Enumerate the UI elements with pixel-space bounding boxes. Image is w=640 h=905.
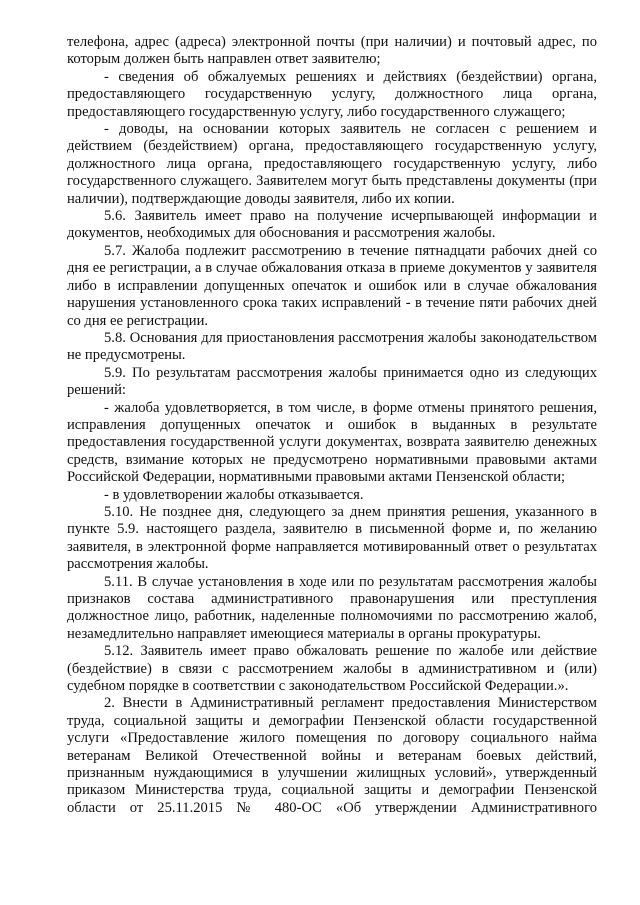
document-page xyxy=(67,34,597,817)
paragraph-5-9: 5.9. По результатам рассмотрения жалобы принимается одно из следующих решений: xyxy=(67,364,597,399)
paragraph-applicant-contacts: телефона, адрес (адреса) электронной почты (при наличии) и почтовый адрес, по которым должен быть направлен ответ заявителю; xyxy=(67,34,597,68)
paragraph-5-10: 5.10. Не позднее дня, следующего за днем принятия решения, указанного в пункте 5.9. настоящего раздела, заявителю в письменной форме и, по желанию заявителя, в электронной форме направляется мотивированный ответ о результатах рассмотрения жалобы. xyxy=(67,503,597,573)
paragraph-5-6: 5.6. Заявитель имеет право на получение исчерпывающей информации и документов, необходимых для обоснования и рассмотрения жалобы. xyxy=(67,208,597,242)
paragraph-5-7: 5.7. Жалоба подлежит рассмотрению в течение пятнадцати рабочих дней со дня ее регистрации, а в случае обжалования отказа в приеме документов у заявителя либо в исправлении допущенных опечаток и ошибок или в случае обжалования нарушения установленного срока таких исправлений - в течение пяти рабочих дней со дня ее регистрации. xyxy=(67,242,597,329)
paragraph-5-12: 5.12. Заявитель имеет право обжаловать решение по жалобе или действие (бездействие) в связи с рассмотрением жалобы в административном и (или) судебном порядке в соответствии с законодательством Российской Федерации.». xyxy=(67,643,597,695)
paragraph-item-2: 2. Внести в Административный регламент предоставления Министерством труда, социальной защиты и демографии Пензенской области государственной услуги «Предоставление жилого помещения по договору социального найма ветеранам Великой Отечественной войны и ветеранам боевых действий, признанным нуждающимися в улучшении жилищных условий», утвержденный приказом Министерства труда, социальной защиты и демографии Пензенской области от 25.11.2015 № 480-ОС «Об утверждении Административного xyxy=(67,695,597,816)
paragraph-arguments: - доводы, на основании которых заявитель не согласен с решением и действием (бездействием) органа, предоставляющего государственную услугу, должностного лица органа, предоставляющего государственную услугу, либо государственного служащего. Заявителем могут быть представлены документы (при наличии), подтверждающие доводы заявителя, либо их копии. xyxy=(67,121,597,207)
paragraph-5-8: 5.8. Основания для приостановления рассмотрения жалобы законодательством не предусмотрены. xyxy=(67,329,597,364)
paragraph-complaint-refused: - в удовлетворении жалобы отказывается. xyxy=(104,486,364,503)
paragraph-complaint-satisfied: - жалоба удовлетворяется, в том числе, в форме отмены принятого решения, исправления допущенных опечаток и ошибок в выданных в результате предоставления государственной услуги документах, возврата заявителю денежных средств, взимание которых не предусмотрено нормативными правовыми актами Российской Федерации, нормативными правовыми актами Пензенской области; xyxy=(67,399,597,486)
paragraph-appealed-decisions: - сведения об обжалуемых решениях и действиях (бездействии) органа, предоставляющего государственную услугу, должностного лица органа, предоставляющего государственную услугу, либо государственного служащего; xyxy=(67,68,597,120)
paragraph-5-11: 5.11. В случае установления в ходе или по результатам рассмотрения жалобы признаков состава административного правонарушения или преступления должностное лицо, работник, наделенные полномочиями по рассмотрению жалоб, незамедлительно направляет имеющиеся материалы в органы прокуратуры. xyxy=(67,573,597,642)
